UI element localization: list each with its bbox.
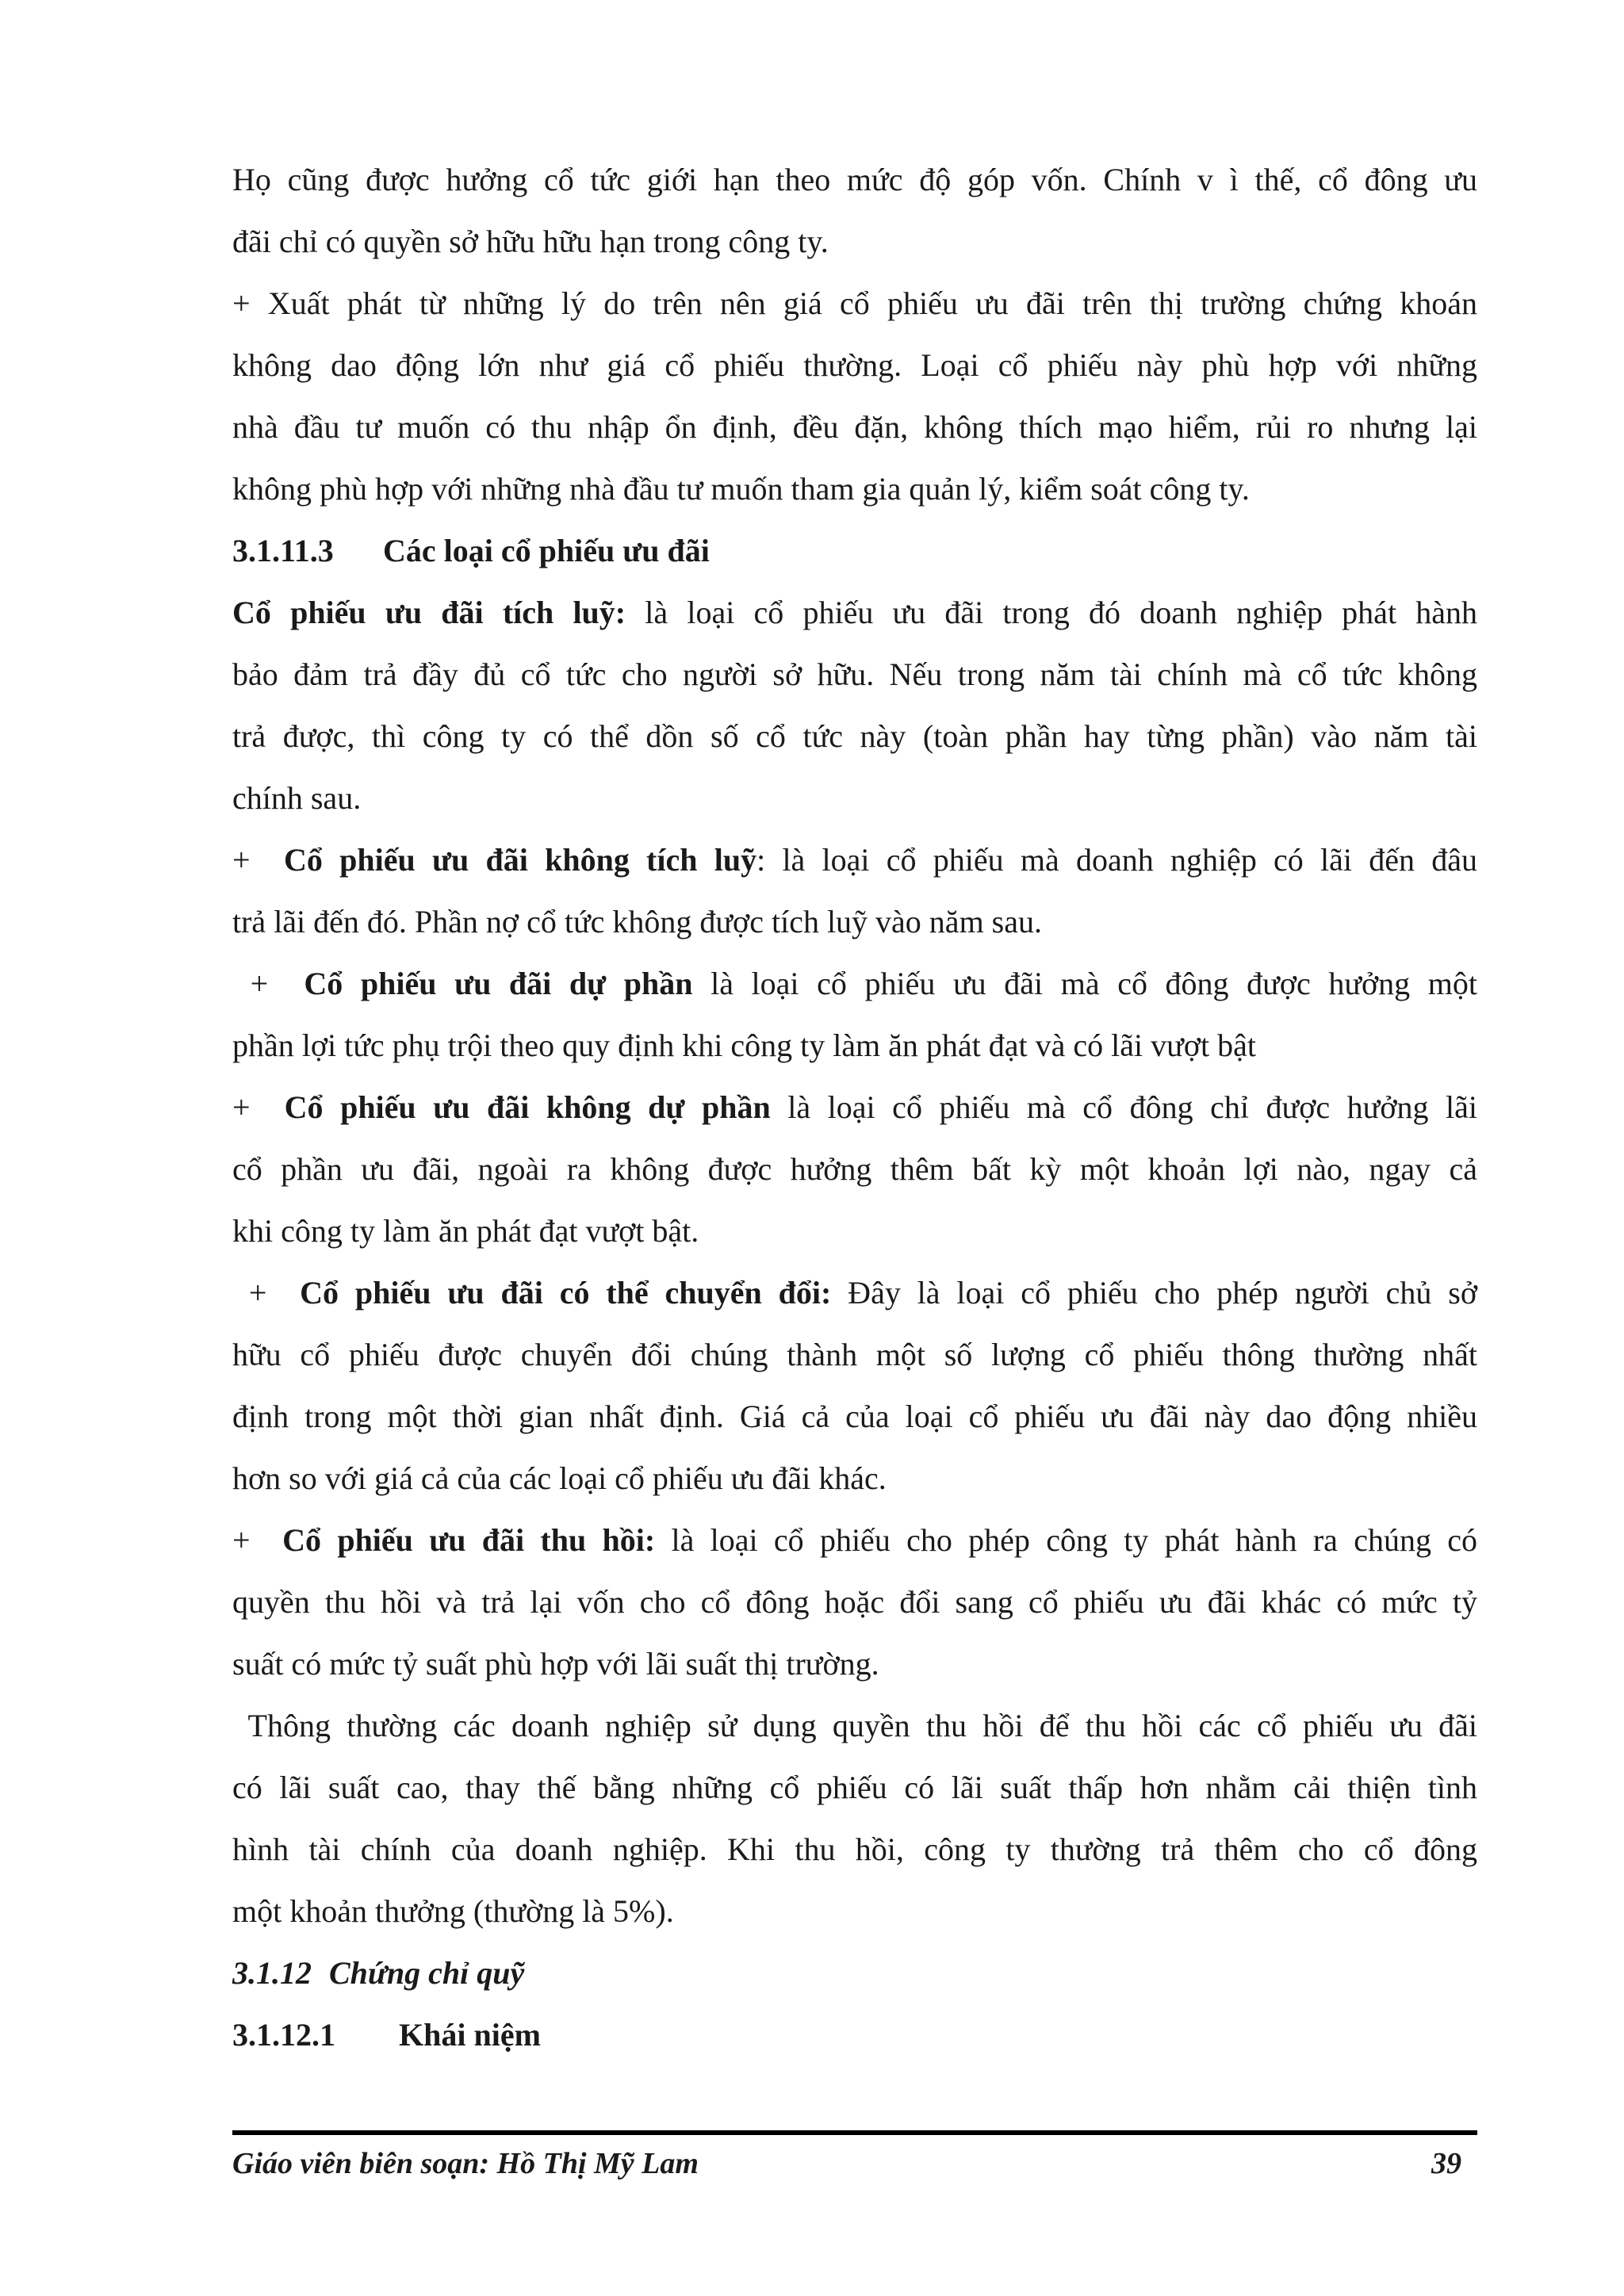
paragraph-line: không phù hợp với những nhà đầu tư muốn tham gia quản lý, kiểm soát công ty. [232,471,1250,507]
paragraph-line: khi công ty làm ăn phát đạt vượt bật. [232,1213,699,1249]
section-heading [232,1942,1477,2004]
document-page [232,149,1477,2066]
paragraph-line: không dao động lớn như giá cổ phiếu thường. Loại cổ phiếu này phù hợp với những [232,347,1477,383]
paragraph-line: trả lãi đến đó. Phần nợ cổ tức không được tích luỹ vào năm sau. [232,904,1042,939]
section-heading [232,520,1477,582]
paragraph-line: phần lợi tức phụ trội theo quy định khi công ty làm ăn phát đạt và có lãi vượt bật [232,1027,1256,1063]
page-number: 39 [1431,2147,1461,2180]
paragraph-line: Cổ phiếu ưu đãi tích luỹ: là loại cổ phiếu ưu đãi trong đó doanh nghiệp phát hành [232,595,1477,630]
paragraph-line: trả được, thì công ty có thể dồn số cổ tức này (toàn phần hay từng phần) vào năm tài [232,718,1477,754]
term-label: Cổ phiếu ưu đãi không tích luỹ [284,842,757,878]
paragraph-line: + Cổ phiếu ưu đãi thu hồi: là loại cổ phiếu cho phép công ty phát hành ra chúng có [232,1522,1478,1558]
paragraph-line: + Cổ phiếu ưu đãi không dự phần là loại cổ phiếu mà cổ đông chỉ được hưởng lãi [232,1089,1478,1125]
term-label: Cổ phiếu ưu đãi không dự phần [284,1089,771,1125]
paragraph-line: chính sau. [232,780,362,816]
paragraph-line: + Cổ phiếu ưu đãi dự phần là loại cổ phiếu ưu đãi mà cổ đông được hưởng một [232,966,1478,1001]
paragraph-line: + Cổ phiếu ưu đãi có thể chuyển đổi: Đây là loại cổ phiếu cho phép người chủ sở [232,1275,1477,1311]
paragraph-line: một khoản thưởng (thường là 5%). [232,1893,674,1929]
term-label: Cổ phiếu ưu đãi tích luỹ: [232,595,626,630]
paragraph-line: nhà đầu tư muốn có thu nhập ổn định, đều đặn, không thích mạo hiểm, rủi ro nhưng lại [232,409,1477,445]
paragraph-line: suất có mức tỷ suất phù hợp với lãi suất thị trường. [232,1646,879,1682]
paragraph-line: hơn so với giá cả của các loại cổ phiếu ưu đãi khác. [232,1460,887,1496]
paragraph-line: hữu cổ phiếu được chuyển đổi chúng thành một số lượng cổ phiếu thông thường nhất [232,1337,1477,1372]
section-title: Chứng chỉ quỹ [329,1955,525,1991]
paragraph-line: + Xuất phát từ những lý do trên nên giá cổ phiếu ưu đãi trên thị trường chứng khoán [232,285,1477,321]
paragraph-line: định trong một thời gian nhất định. Giá cả của loại cổ phiếu ưu đãi này dao động nhiều [232,1399,1477,1434]
paragraph-line: Họ cũng được hưởng cổ tức giới hạn theo mức độ góp vốn. Chính v ì thế, cổ đông ưu [232,162,1477,197]
paragraph-line: cổ phần ưu đãi, ngoài ra không được hưởng thêm bất kỳ một khoản lợi nào, ngay cả [232,1151,1477,1187]
paragraph-line: đãi chỉ có quyền sở hữu hữu hạn trong công ty. [232,224,829,259]
paragraph-line: bảo đảm trả đầy đủ cổ tức cho người sở hữu. Nếu trong năm tài chính mà cổ tức không [232,656,1477,692]
section-heading [232,2004,1477,2066]
term-label: Cổ phiếu ưu đãi có thể chuyển đổi: [300,1275,832,1311]
section-number: 3.1.11.3 [232,533,334,568]
page-footer [232,2130,1477,2181]
section-title: Khái niệm [399,2017,541,2053]
paragraph-line: + Cổ phiếu ưu đãi không tích luỹ: là loại cổ phiếu mà doanh nghiệp có lãi đến đâu [232,842,1478,878]
paragraph-line: có lãi suất cao, thay thế bằng những cổ phiếu có lãi suất thấp hơn nhằm cải thiện tình [232,1770,1477,1805]
section-title: Các loại cổ phiếu ưu đãi [383,533,710,568]
paragraph-line: Thông thường các doanh nghiệp sử dụng quyền thu hồi để thu hồi các cổ phiếu ưu đãi [232,1708,1477,1743]
paragraph-line: quyền thu hồi và trả lại vốn cho cổ đông hoặc đổi sang cổ phiếu ưu đãi khác có mức tỷ [232,1584,1477,1620]
section-number: 3.1.12 [232,1955,312,1991]
term-label: Cổ phiếu ưu đãi dự phần [304,966,693,1001]
paragraph-line: hình tài chính của doanh nghiệp. Khi thu hồi, công ty thường trả thêm cho cổ đông [232,1831,1477,1867]
footer-author: Giáo viên biên soạn: Hồ Thị Mỹ Lam [232,2147,699,2180]
term-label: Cổ phiếu ưu đãi thu hồi: [282,1522,656,1558]
section-number: 3.1.12.1 [232,2017,335,2053]
